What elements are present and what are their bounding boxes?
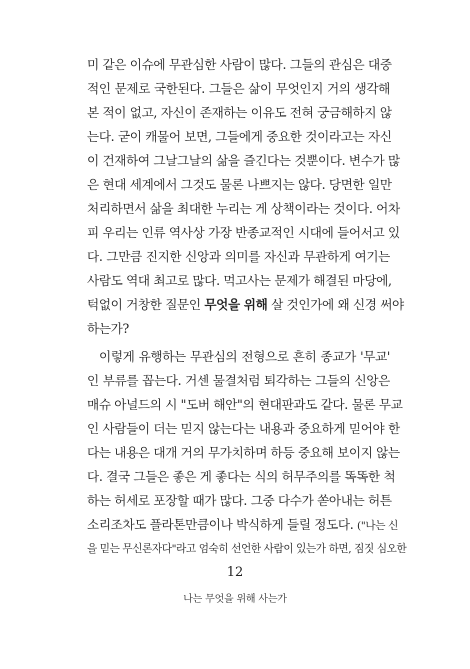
text-line-content: 미 같은 이슈에 무관심한 사람이 많다. 그들의 관심은 대중 <box>87 57 392 72</box>
text-line <box>87 469 396 485</box>
text-line-content: 이 건재하여 그날그날의 삶을 즐긴다는 것뿐이다. 변수가 많 <box>87 153 400 168</box>
text-line-content: 처리하면서 삶을 최대한 누리는 게 상책이라는 것이다. 어차 <box>87 201 400 216</box>
emphasized-phrase: 무엇을 위해 <box>204 297 268 312</box>
text-line <box>87 129 390 145</box>
text-line <box>87 249 390 265</box>
text-segment: 턱없이 거창한 질문인 <box>87 297 205 312</box>
text-line <box>87 445 400 461</box>
text-line-content: 사람도 역대 최고로 많다. 먹고사는 문제가 해결된 마당에, <box>87 273 392 288</box>
text-line-content: 본 적이 없고, 자신이 존재하는 이유도 전혀 궁금해하지 않 <box>87 105 392 120</box>
text-line-content: 은 현대 세계에서 그것도 물론 나쁘지는 않다. 당면한 일만 <box>87 177 392 192</box>
text-line-content: 매슈 아널드의 시 "도버 해안"의 현대판과도 같다. 물론 무교 <box>87 397 403 412</box>
text-line <box>87 397 403 413</box>
text-line-content: 는다. 굳이 캐물어 보면, 그들에게 중요한 것이라고는 자신 <box>87 129 392 144</box>
page-number: 12 <box>226 565 244 580</box>
text-line <box>87 373 390 389</box>
text-line <box>87 177 390 193</box>
running-footer: 나는 무엇을 위해 사는가 <box>183 594 287 605</box>
text-line <box>87 105 390 121</box>
text-line-content: 인 부류를 꼽는다. 거센 물결처럼 퇴각하는 그들의 신앙은 <box>87 373 390 388</box>
text-line <box>87 153 400 169</box>
text-line-content: 적인 문제로 국한된다. 그들은 삶이 무엇인지 거의 생각해 <box>87 81 390 96</box>
text-line-content: 다는 내용은 대개 거의 무가치하며 하등 중요해 보이지 않는 <box>87 445 400 460</box>
text-line <box>87 321 390 337</box>
text-line <box>87 493 390 509</box>
text-line <box>87 273 390 289</box>
text-line <box>87 57 390 73</box>
text-line <box>87 541 407 557</box>
text-line <box>87 517 399 534</box>
text-line <box>87 81 390 97</box>
text-line <box>87 421 400 437</box>
text-line <box>87 201 400 217</box>
text-line-content: 다. 결국 그들은 좋은 게 좋다는 식의 허무주의를 똑똑한 척 <box>87 469 396 484</box>
text-line-content: 을 믿는 무신론자다"라고 엄숙히 선언한 사람이 있는가 하면, 짐짓 심오한 <box>87 543 407 555</box>
text-line-content: 피 우리는 인류 역사상 가장 반종교적인 시대에 들어서고 있 <box>87 225 400 240</box>
text-line-content: 인 사람들이 더는 믿지 않는다는 내용과 중요하게 믿어야 한 <box>87 421 400 436</box>
text-line <box>87 297 404 313</box>
text-line-content: 이렇게 유행하는 무관심의 전형으로 흔히 종교가 '무교' <box>99 349 390 364</box>
text-segment: 소리조차도 플라톤만큼이나 박식하게 들릴 정도다. <box>87 517 358 532</box>
text-line-content: 하는 허세로 포장할 때가 많다. 그중 다수가 쏟아내는 허튼 <box>87 493 392 508</box>
text-line-content: 다. 그만큼 진지한 신앙과 의미를 자신과 무관하게 여기는 <box>87 249 390 264</box>
text-line-content: 하는가? <box>87 321 129 336</box>
text-line <box>87 349 390 365</box>
footnote-text: ("나는 신 <box>357 520 399 532</box>
text-line <box>87 225 400 241</box>
text-segment: 살 것인가에 왜 신경 써야 <box>267 297 404 312</box>
